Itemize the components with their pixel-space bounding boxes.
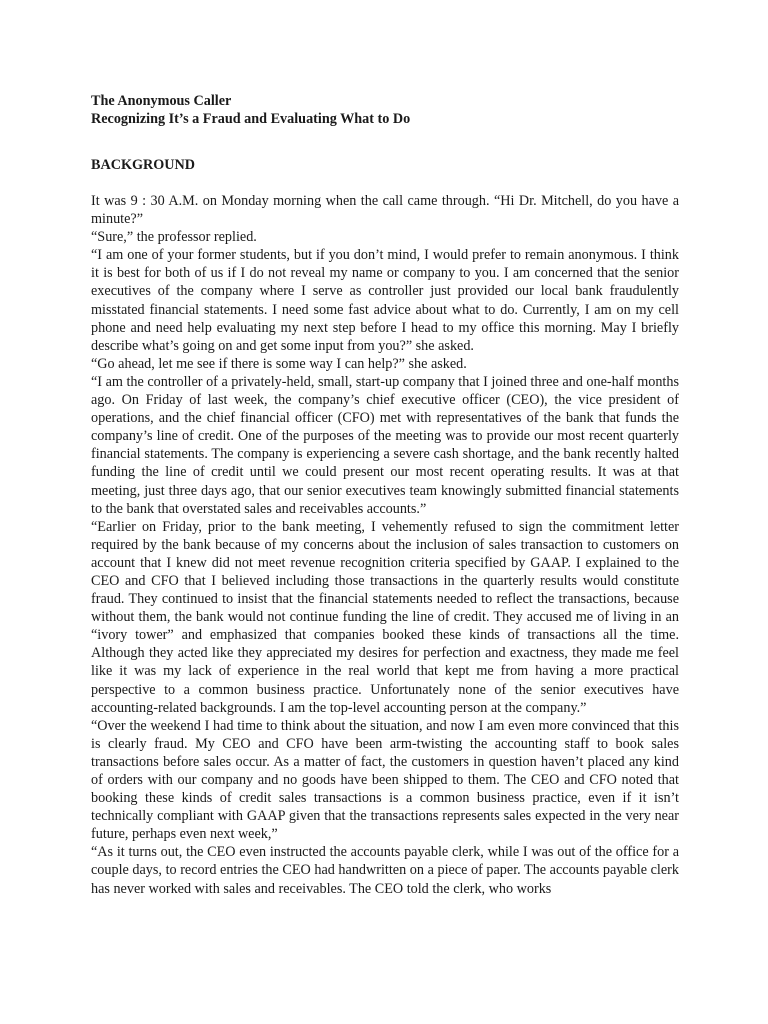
document-subtitle: Recognizing It’s a Fraud and Evaluating What to Do xyxy=(91,111,411,127)
section-heading: BACKGROUND xyxy=(91,157,196,173)
paragraph: “Go ahead, let me see if there is some way I can help?” she asked. xyxy=(91,355,467,372)
document-title: The Anonymous Caller xyxy=(91,93,232,109)
paragraph: “Earlier on Friday, prior to the bank meeting, I vehemently refused to sign the commitment letter required by the bank because of my concerns about the inclusion of sales transaction to customers on account that I knew did not meet revenue recognition criteria specified by GAAP. I explained to the CEO and CFO that I believed including those transactions in the quarterly results would constitute fraud. They continued to insist that the financial statements needed to reflect the transactions, because without them, the bank would not continue funding the line of credit. They accused me of living in an “ivory tower” and emphasized that companies booked these kinds of transactions all the time. Although they acted like they appreciated my desires for perfection and exactness, they made me feel like it was my lack of experience in the real world that kept me from having a more practical perspective to a common business practice. Unfortunately none of the senior executives have accounting-related backgrounds. I am the top-level accounting person at the company.” xyxy=(91,518,679,716)
paragraph: “Sure,” the professor replied. xyxy=(91,229,257,246)
document-body xyxy=(91,192,679,898)
document-content xyxy=(91,92,679,898)
paragraph: “As it turns out, the CEO even instructed the accounts payable clerk, while I was out of the office for a couple days, to record entries the CEO had handwritten on a piece of paper. The accounts payable clerk has never worked with sales and receivables. The CEO told the clerk, who works xyxy=(91,844,679,897)
paragraph: “I am one of your former students, but if you don’t mind, I would prefer to remain anonymous. I think it is best for both of us if I do not reveal my name or company to you. I am concerned that the senior executives of the company where I serve as controller just provided our local bank fraudulently misstated financial statements. I need some fast advice about what to do. Currently, I am on my cell phone and need help evaluating my next step before I head to my office this morning. May I briefly describe what’s going on and get some input from you?” she asked. xyxy=(91,247,679,354)
paragraph: “Over the weekend I had time to think about the situation, and now I am even more convinced that this is clearly fraud. My CEO and CFO have been arm-twisting the accounting staff to book sales transactions before sales occur. As a matter of fact, the customers in question haven’t placed any kind of orders with our company and no goods have been shipped to them. The CEO and CFO noted that booking these kinds of credit sales transactions is a common business practice, even if it isn’t technically compliant with GAAP given that the transactions represents sales expected in the very near future, perhaps even next week,” xyxy=(91,717,679,843)
paragraph: It was 9 : 30 A.M. on Monday morning when the call came through. “Hi Dr. Mitchell, do you have a minute?” xyxy=(91,193,679,228)
paragraph: “I am the controller of a privately-held, small, start-up company that I joined three and one-half months ago. On Friday of last week, the company’s chief executive officer (CEO), the vice president of operations, and the chief financial officer (CFO) met with representatives of the bank that funds the company’s line of credit. One of the purposes of the meeting was to provide our most recent quarterly financial statements. The company is experiencing a severe cash shortage, and the bank recently halted funding the line of credit until we could present our most recent operating results. It was at that meeting, just three days ago, that our senior executives team knowingly submitted financial statements to the bank that overstated sales and receivables accounts.” xyxy=(91,373,679,517)
